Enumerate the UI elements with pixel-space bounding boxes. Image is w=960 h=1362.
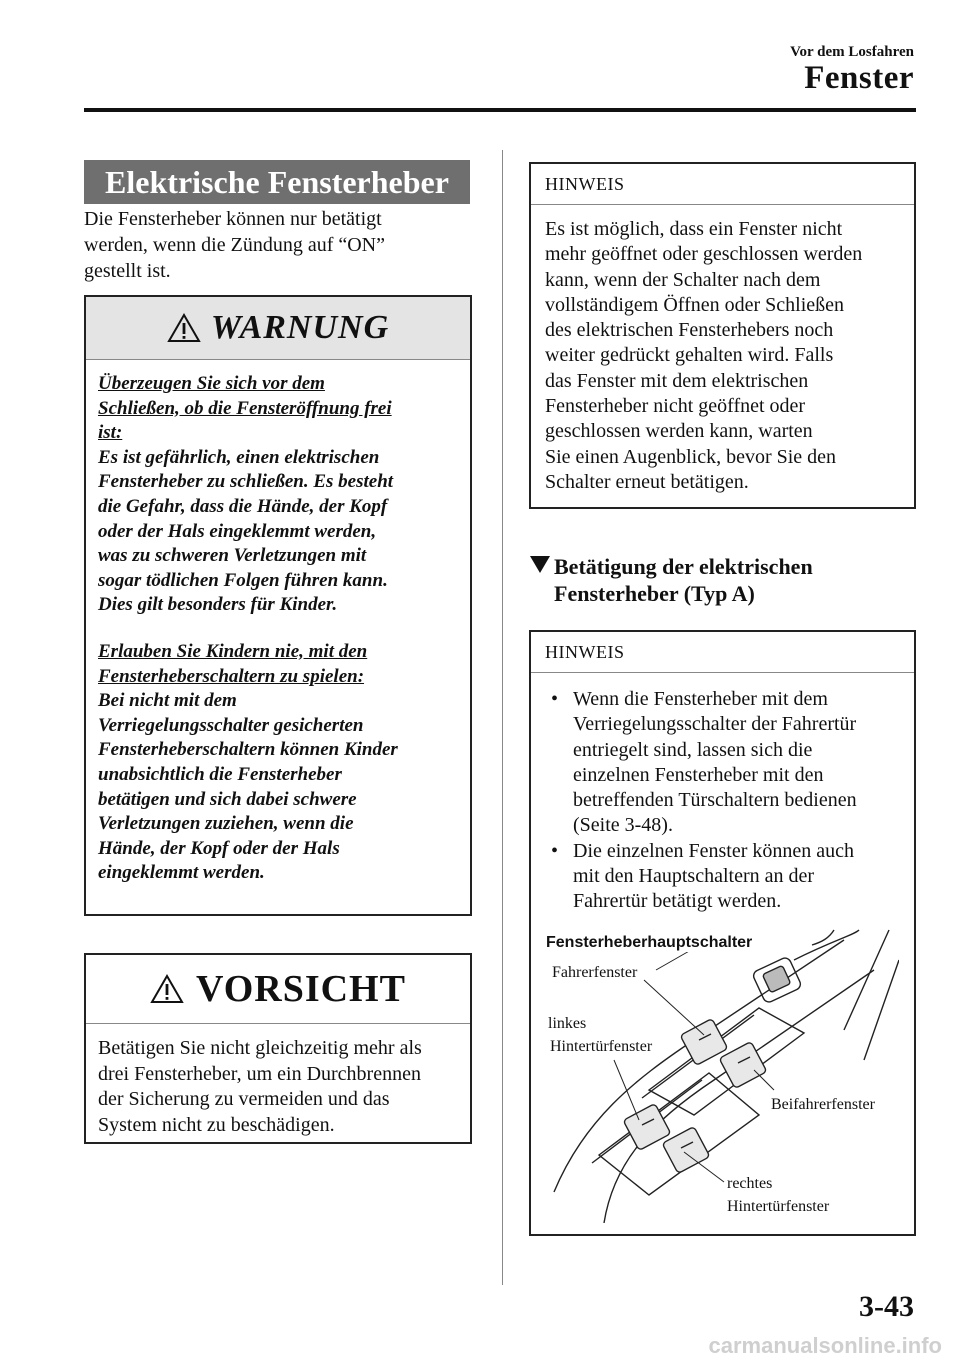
section-banner: Elektrische Fensterheber [84,160,470,204]
note-text-line: Es ist möglich, dass ein Fenster nicht [545,218,843,240]
note-text-line: weiter gedrückt gehalten wird. Falls [545,344,834,367]
warning-heading-line: Erlauben Sie Kindern nie, mit den [98,640,368,662]
note-box [529,162,916,509]
warning-text-line: oder der Hals eingeklemmt werden, [98,520,377,542]
note-text-line: geschlossen werden kann, warten [545,420,813,443]
bullet-item [549,839,902,915]
chapter-header: Vor dem Losfahren [790,44,914,60]
bullet-item [549,687,902,839]
caution-text-line: der Sicherung zu vermeiden und das [98,1088,390,1110]
illustration-label-rear-right-2: Hintertürfenster [727,1198,830,1215]
note-title: HINWEIS [531,632,914,673]
note-text-line: Sie einen Augenblick, bevor Sie den [545,445,837,468]
illustration-label-driver: Fahrerfenster [552,964,638,981]
note-body [531,673,914,915]
subsection-line: Betätigung der elektrischen [554,554,813,579]
warning-triangle-icon [167,313,201,343]
warning-heading-line: ist: [98,422,123,444]
warning-text-line: Fensterheberschaltern können Kinder [98,739,398,761]
warning-heading-line: Fensterheberschaltern zu spielen: [98,665,365,687]
bullet-text-line: (Seite 3-48). [573,814,673,837]
bullet-text-line: einzelnen Fensterheber mit den [573,763,824,786]
caution-box [84,953,472,1144]
warning-box [84,295,472,916]
bullet-dot: • [551,839,559,862]
intro-text [84,206,474,284]
illustration-label-passenger: Beifahrerfenster [771,1096,875,1113]
bullet-text-line: Die einzelnen Fenster können auch [573,839,855,862]
bullet-text-line: entriegelt sind, lassen sich die [573,738,813,761]
warning-heading-line: Überzeugen Sie sich vor dem [98,373,325,394]
bullet-dot: • [551,688,559,710]
warning-text-line: was zu schweren Verletzungen mit [98,545,367,567]
illustration-label-main-switch: Fensterheberhauptschalter [546,934,753,951]
intro-line: Die Fensterheber können nur betätigt [84,208,382,230]
caution-body [86,1024,470,1138]
warning-text-line: Verriegelungsschalter gesicherten [98,714,364,736]
note-title: HINWEIS [531,164,914,205]
caution-title: VORSICHT [196,968,406,1010]
note-text-line: das Fenster mit dem elektrischen [545,369,809,392]
column-divider [502,150,503,1285]
note-text-line: des elektrischen Fensterhebers noch [545,319,834,342]
window-switch-illustration [544,920,899,1223]
bullet-text-line: betreffenden Türschaltern bedienen [573,789,857,812]
warning-text-line: Verletzungen zuziehen, wenn die [98,813,354,835]
caution-header [86,955,470,1024]
illustration-label-rear-left: linkes [548,1015,587,1032]
note-body [531,205,914,495]
warning-text-line: eingeklemmt werden. [98,862,265,884]
note-text-line: kann, wenn der Schalter nach dem [545,268,821,291]
bullet-text-line: Verriegelungsschalter der Fahrertür [573,713,857,736]
illustration-label-rear-right: rechtes [727,1175,773,1192]
warning-text-line: Dies gilt besonders für Kinder. [98,594,338,616]
note-text-line: Schalter erneut betätigen. [545,470,749,493]
page-number: 3-43 [859,1290,914,1323]
warning-text-line: Bei nicht mit dem [98,690,237,712]
footer-watermark: carmanualsonline.info [708,1333,942,1358]
bullet-text-line: mit den Hauptschaltern an der [573,865,815,888]
header-rule [84,108,916,112]
warning-text-line: betätigen und sich dabei schwere [98,788,357,810]
warning-header [86,297,470,360]
warning-text-line: Hände, der Kopf oder der Hals [98,837,340,859]
warning-text-line: Es ist gefährlich, einen elektrischen [98,446,380,468]
warning-text-line: Fensterheber zu schließen. Es besteht [98,471,394,493]
warning-title: WARNUNG [210,309,390,346]
bullet-text-line: Wenn die Fensterheber mit dem [573,688,828,710]
intro-line: werden, wenn die Zündung auf “ON” [84,234,386,256]
caution-text-line: System nicht zu beschädigen. [98,1113,335,1136]
note-text-line: vollständigem Öffnen oder Schließen [545,293,845,316]
note-text-line: mehr geöffnet oder geschlossen werden [545,243,863,266]
warning-heading-line: Schließen, ob die Fensteröffnung frei [98,397,392,419]
warning-text-line: sogar tödlichen Folgen führen kann. [98,569,388,591]
warning-body [86,360,470,886]
caution-text-line: Betätigen Sie nicht gleichzeitig mehr als [98,1037,422,1059]
subsection-line: Fensterheber (Typ A) [554,581,755,606]
page-section-title: Fenster [804,60,914,96]
warning-triangle-icon [150,974,184,1004]
subsection-heading [530,553,910,607]
intro-line: gestellt ist. [84,260,171,282]
warning-text-line: unabsichtlich die Fensterheber [98,763,342,785]
note-text-line: Fensterheber nicht geöffnet oder [545,395,806,418]
triangle-marker-icon [530,556,550,573]
caution-text-line: drei Fensterheber, um ein Durchbrennen [98,1062,421,1085]
illustration-label-rear-left-2: Hintertürfenster [550,1038,653,1055]
bullet-text-line: Fahrertür betätigt werden. [573,890,782,913]
warning-text-line: die Gefahr, dass die Hände, der Kopf [98,495,388,517]
